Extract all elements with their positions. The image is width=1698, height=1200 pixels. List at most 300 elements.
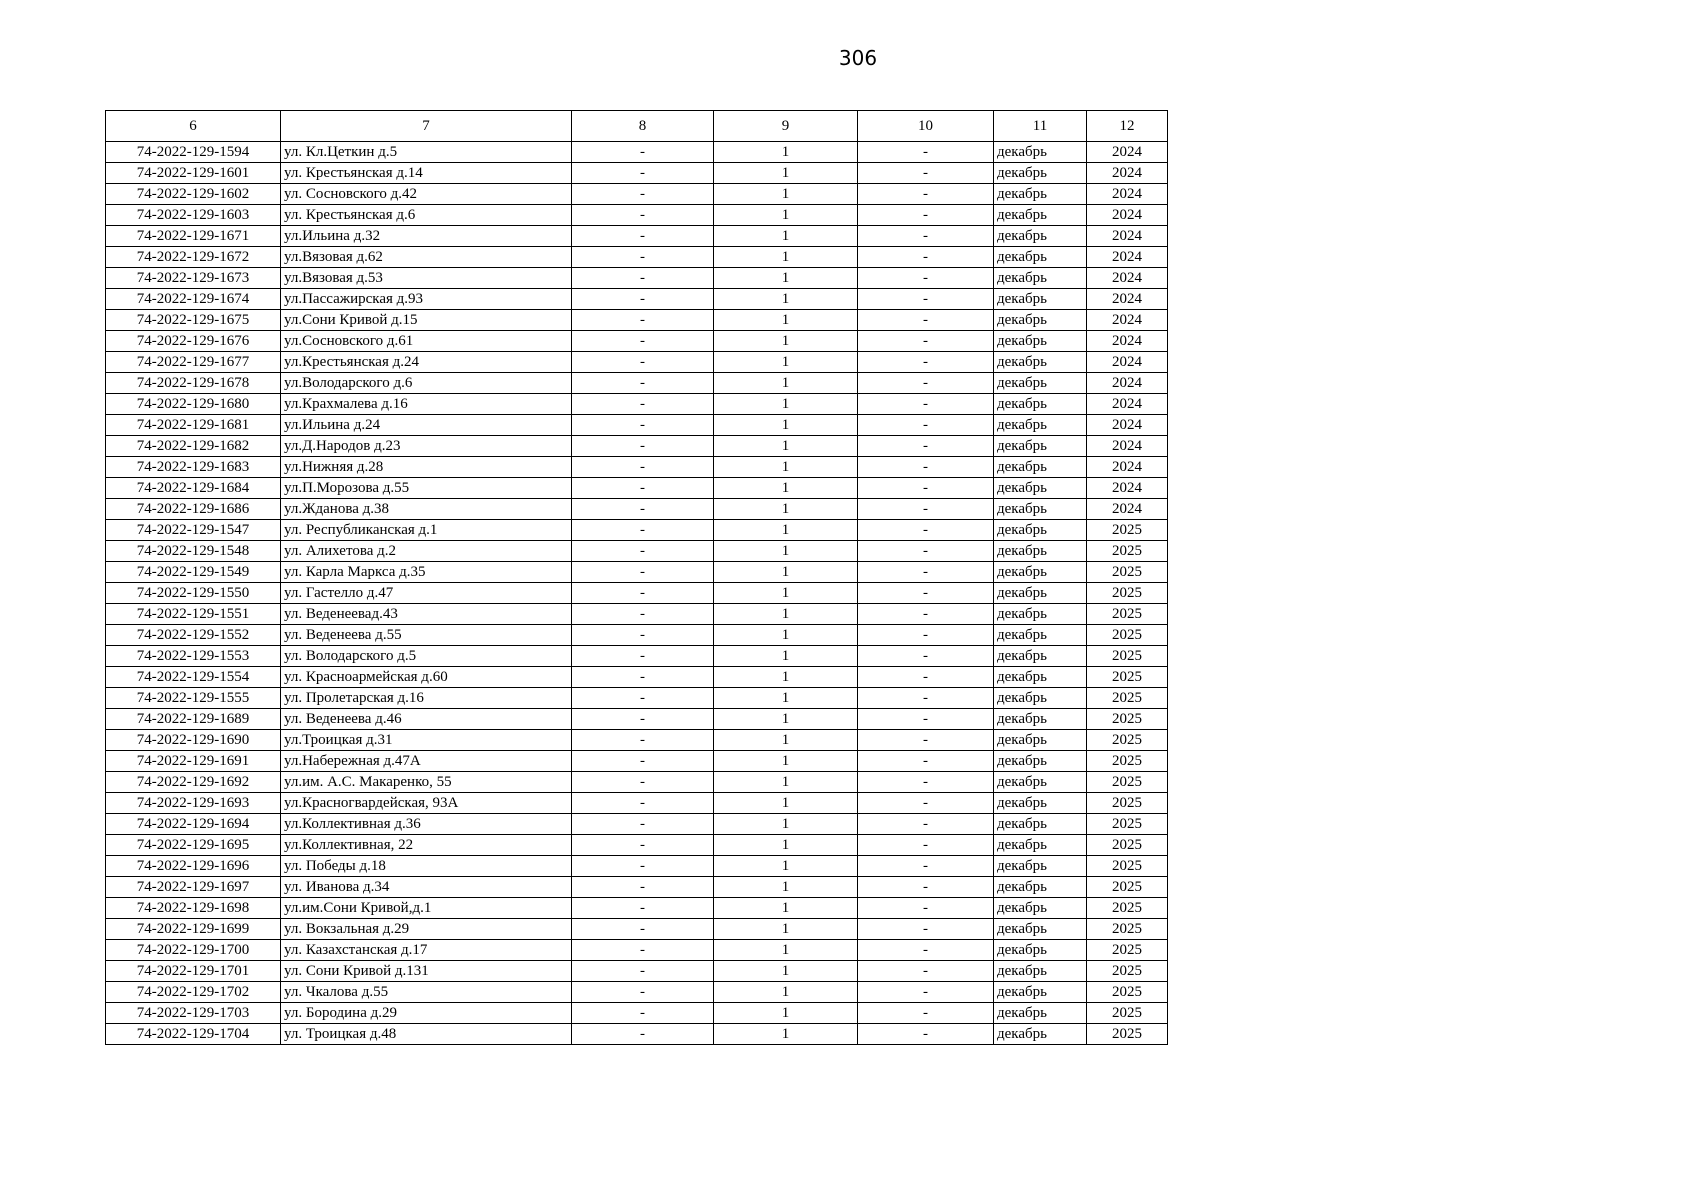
cell-address: ул. Алихетова д.2 bbox=[281, 541, 572, 562]
cell-address: ул. Кл.Цеткин д.5 bbox=[281, 142, 572, 163]
table-row bbox=[106, 772, 1168, 793]
cell-id: 74-2022-129-1673 bbox=[106, 268, 281, 289]
cell-address: ул. Веденеева д.46 bbox=[281, 709, 572, 730]
cell-month: декабрь bbox=[994, 1003, 1087, 1024]
cell-month: декабрь bbox=[994, 688, 1087, 709]
cell-col10: - bbox=[858, 1003, 994, 1024]
cell-col10: - bbox=[858, 793, 994, 814]
cell-col8: - bbox=[572, 184, 714, 205]
cell-month: декабрь bbox=[994, 205, 1087, 226]
cell-year: 2024 bbox=[1087, 352, 1168, 373]
cell-col9: 1 bbox=[714, 709, 858, 730]
cell-address: ул.им.Сони Кривой,д.1 bbox=[281, 898, 572, 919]
cell-id: 74-2022-129-1603 bbox=[106, 205, 281, 226]
cell-col8: - bbox=[572, 583, 714, 604]
cell-year: 2025 bbox=[1087, 856, 1168, 877]
cell-col10: - bbox=[858, 940, 994, 961]
cell-col8: - bbox=[572, 1024, 714, 1045]
cell-col9: 1 bbox=[714, 457, 858, 478]
cell-month: декабрь bbox=[994, 310, 1087, 331]
cell-month: декабрь bbox=[994, 562, 1087, 583]
cell-col9: 1 bbox=[714, 667, 858, 688]
cell-col9: 1 bbox=[714, 625, 858, 646]
table-row bbox=[106, 1003, 1168, 1024]
cell-address: ул. Пролетарская д.16 bbox=[281, 688, 572, 709]
table-row bbox=[106, 604, 1168, 625]
cell-id: 74-2022-129-1704 bbox=[106, 1024, 281, 1045]
cell-col10: - bbox=[858, 142, 994, 163]
cell-year: 2025 bbox=[1087, 562, 1168, 583]
cell-year: 2025 bbox=[1087, 898, 1168, 919]
cell-address: ул.Нижняя д.28 bbox=[281, 457, 572, 478]
cell-col8: - bbox=[572, 688, 714, 709]
cell-col10: - bbox=[858, 835, 994, 856]
cell-id: 74-2022-129-1699 bbox=[106, 919, 281, 940]
cell-month: декабрь bbox=[994, 709, 1087, 730]
cell-year: 2025 bbox=[1087, 982, 1168, 1003]
cell-address: ул.Д.Народов д.23 bbox=[281, 436, 572, 457]
table-row bbox=[106, 583, 1168, 604]
cell-address: ул.Коллективная д.36 bbox=[281, 814, 572, 835]
cell-col10: - bbox=[858, 289, 994, 310]
cell-col10: - bbox=[858, 772, 994, 793]
table-row bbox=[106, 268, 1168, 289]
table-row bbox=[106, 184, 1168, 205]
cell-col10: - bbox=[858, 373, 994, 394]
cell-year: 2025 bbox=[1087, 688, 1168, 709]
cell-year: 2024 bbox=[1087, 415, 1168, 436]
table-row bbox=[106, 814, 1168, 835]
cell-month: декабрь bbox=[994, 940, 1087, 961]
cell-year: 2024 bbox=[1087, 457, 1168, 478]
cell-year: 2025 bbox=[1087, 793, 1168, 814]
cell-month: декабрь bbox=[994, 604, 1087, 625]
cell-year: 2024 bbox=[1087, 268, 1168, 289]
cell-col8: - bbox=[572, 436, 714, 457]
cell-id: 74-2022-129-1675 bbox=[106, 310, 281, 331]
cell-id: 74-2022-129-1689 bbox=[106, 709, 281, 730]
cell-id: 74-2022-129-1682 bbox=[106, 436, 281, 457]
cell-id: 74-2022-129-1672 bbox=[106, 247, 281, 268]
cell-col8: - bbox=[572, 373, 714, 394]
cell-col8: - bbox=[572, 352, 714, 373]
cell-address: ул. Веденеевад.43 bbox=[281, 604, 572, 625]
cell-col10: - bbox=[858, 499, 994, 520]
cell-col8: - bbox=[572, 520, 714, 541]
cell-year: 2025 bbox=[1087, 646, 1168, 667]
table-row bbox=[106, 394, 1168, 415]
cell-col8: - bbox=[572, 415, 714, 436]
cell-address: ул. Крестьянская д.14 bbox=[281, 163, 572, 184]
cell-month: декабрь bbox=[994, 730, 1087, 751]
cell-year: 2025 bbox=[1087, 541, 1168, 562]
cell-col10: - bbox=[858, 604, 994, 625]
cell-address: ул.Вязовая д.62 bbox=[281, 247, 572, 268]
cell-col8: - bbox=[572, 646, 714, 667]
cell-id: 74-2022-129-1602 bbox=[106, 184, 281, 205]
cell-month: декабрь bbox=[994, 793, 1087, 814]
cell-year: 2025 bbox=[1087, 604, 1168, 625]
cell-id: 74-2022-129-1681 bbox=[106, 415, 281, 436]
table-row bbox=[106, 163, 1168, 184]
table-row bbox=[106, 961, 1168, 982]
cell-address: ул.Крахмалева д.16 bbox=[281, 394, 572, 415]
cell-col9: 1 bbox=[714, 1024, 858, 1045]
cell-month: декабрь bbox=[994, 919, 1087, 940]
table-row bbox=[106, 331, 1168, 352]
cell-col10: - bbox=[858, 919, 994, 940]
cell-col9: 1 bbox=[714, 646, 858, 667]
table-row bbox=[106, 457, 1168, 478]
cell-year: 2024 bbox=[1087, 142, 1168, 163]
cell-id: 74-2022-129-1677 bbox=[106, 352, 281, 373]
cell-address: ул.Володарского д.6 bbox=[281, 373, 572, 394]
cell-month: декабрь bbox=[994, 520, 1087, 541]
cell-col10: - bbox=[858, 352, 994, 373]
cell-id: 74-2022-129-1555 bbox=[106, 688, 281, 709]
cell-col10: - bbox=[858, 226, 994, 247]
cell-col10: - bbox=[858, 331, 994, 352]
cell-col9: 1 bbox=[714, 877, 858, 898]
cell-id: 74-2022-129-1692 bbox=[106, 772, 281, 793]
cell-col10: - bbox=[858, 856, 994, 877]
cell-col9: 1 bbox=[714, 793, 858, 814]
cell-month: декабрь bbox=[994, 373, 1087, 394]
cell-col9: 1 bbox=[714, 310, 858, 331]
cell-col8: - bbox=[572, 1003, 714, 1024]
cell-col8: - bbox=[572, 331, 714, 352]
data-table bbox=[105, 110, 1168, 1045]
table-row bbox=[106, 667, 1168, 688]
cell-address: ул.Ильина д.24 bbox=[281, 415, 572, 436]
cell-col9: 1 bbox=[714, 982, 858, 1003]
cell-col9: 1 bbox=[714, 814, 858, 835]
cell-year: 2024 bbox=[1087, 310, 1168, 331]
cell-id: 74-2022-129-1547 bbox=[106, 520, 281, 541]
cell-col9: 1 bbox=[714, 751, 858, 772]
cell-col9: 1 bbox=[714, 583, 858, 604]
cell-month: декабрь bbox=[994, 877, 1087, 898]
cell-col10: - bbox=[858, 646, 994, 667]
table-row bbox=[106, 205, 1168, 226]
table-row bbox=[106, 562, 1168, 583]
cell-col10: - bbox=[858, 730, 994, 751]
cell-address: ул. Иванова д.34 bbox=[281, 877, 572, 898]
cell-col8: - bbox=[572, 982, 714, 1003]
cell-col9: 1 bbox=[714, 772, 858, 793]
cell-col9: 1 bbox=[714, 1003, 858, 1024]
table-row bbox=[106, 520, 1168, 541]
cell-id: 74-2022-129-1684 bbox=[106, 478, 281, 499]
cell-col10: - bbox=[858, 814, 994, 835]
cell-address: ул. Чкалова д.55 bbox=[281, 982, 572, 1003]
cell-col8: - bbox=[572, 625, 714, 646]
cell-month: декабрь bbox=[994, 856, 1087, 877]
cell-col10: - bbox=[858, 247, 994, 268]
cell-col9: 1 bbox=[714, 688, 858, 709]
cell-col10: - bbox=[858, 205, 994, 226]
table-row bbox=[106, 982, 1168, 1003]
table-row bbox=[106, 625, 1168, 646]
table-row bbox=[106, 499, 1168, 520]
cell-id: 74-2022-129-1695 bbox=[106, 835, 281, 856]
table-row bbox=[106, 709, 1168, 730]
cell-month: декабрь bbox=[994, 961, 1087, 982]
cell-address: ул.Набережная д.47А bbox=[281, 751, 572, 772]
column-header: 6 bbox=[106, 111, 281, 142]
cell-year: 2025 bbox=[1087, 940, 1168, 961]
cell-month: декабрь bbox=[994, 835, 1087, 856]
cell-year: 2024 bbox=[1087, 289, 1168, 310]
cell-address: ул. Карла Маркса д.35 bbox=[281, 562, 572, 583]
cell-col10: - bbox=[858, 310, 994, 331]
cell-year: 2025 bbox=[1087, 625, 1168, 646]
cell-col9: 1 bbox=[714, 226, 858, 247]
cell-col10: - bbox=[858, 583, 994, 604]
cell-col9: 1 bbox=[714, 562, 858, 583]
table-row bbox=[106, 856, 1168, 877]
cell-month: декабрь bbox=[994, 1024, 1087, 1045]
cell-col9: 1 bbox=[714, 961, 858, 982]
table-row bbox=[106, 352, 1168, 373]
cell-col9: 1 bbox=[714, 142, 858, 163]
cell-col9: 1 bbox=[714, 835, 858, 856]
table-row bbox=[106, 793, 1168, 814]
cell-address: ул. Сосновского д.42 bbox=[281, 184, 572, 205]
cell-address: ул.Ильина д.32 bbox=[281, 226, 572, 247]
cell-id: 74-2022-129-1690 bbox=[106, 730, 281, 751]
cell-month: декабрь bbox=[994, 352, 1087, 373]
cell-col8: - bbox=[572, 247, 714, 268]
cell-month: декабрь bbox=[994, 184, 1087, 205]
column-header: 8 bbox=[572, 111, 714, 142]
cell-id: 74-2022-129-1594 bbox=[106, 142, 281, 163]
cell-address: ул.Вязовая д.53 bbox=[281, 268, 572, 289]
cell-address: ул. Республиканская д.1 bbox=[281, 520, 572, 541]
table-row bbox=[106, 1024, 1168, 1045]
cell-col8: - bbox=[572, 898, 714, 919]
cell-year: 2024 bbox=[1087, 478, 1168, 499]
cell-col8: - bbox=[572, 457, 714, 478]
cell-col10: - bbox=[858, 982, 994, 1003]
cell-col10: - bbox=[858, 184, 994, 205]
cell-month: декабрь bbox=[994, 982, 1087, 1003]
cell-col9: 1 bbox=[714, 415, 858, 436]
cell-year: 2025 bbox=[1087, 751, 1168, 772]
cell-id: 74-2022-129-1680 bbox=[106, 394, 281, 415]
table-row bbox=[106, 877, 1168, 898]
column-header: 11 bbox=[994, 111, 1087, 142]
cell-year: 2024 bbox=[1087, 226, 1168, 247]
cell-month: декабрь bbox=[994, 268, 1087, 289]
cell-col8: - bbox=[572, 310, 714, 331]
cell-col8: - bbox=[572, 751, 714, 772]
cell-col8: - bbox=[572, 814, 714, 835]
cell-month: декабрь bbox=[994, 226, 1087, 247]
cell-col9: 1 bbox=[714, 730, 858, 751]
table-row bbox=[106, 835, 1168, 856]
cell-month: декабрь bbox=[994, 247, 1087, 268]
table-row bbox=[106, 730, 1168, 751]
cell-col9: 1 bbox=[714, 268, 858, 289]
cell-address: ул. Троицкая д.48 bbox=[281, 1024, 572, 1045]
cell-id: 74-2022-129-1697 bbox=[106, 877, 281, 898]
cell-id: 74-2022-129-1683 bbox=[106, 457, 281, 478]
cell-col10: - bbox=[858, 457, 994, 478]
cell-col9: 1 bbox=[714, 331, 858, 352]
cell-year: 2025 bbox=[1087, 772, 1168, 793]
cell-col9: 1 bbox=[714, 499, 858, 520]
cell-id: 74-2022-129-1548 bbox=[106, 541, 281, 562]
cell-col9: 1 bbox=[714, 373, 858, 394]
cell-id: 74-2022-129-1674 bbox=[106, 289, 281, 310]
cell-year: 2024 bbox=[1087, 436, 1168, 457]
cell-address: ул. Володарского д.5 bbox=[281, 646, 572, 667]
cell-id: 74-2022-129-1676 bbox=[106, 331, 281, 352]
table-row bbox=[106, 142, 1168, 163]
cell-col10: - bbox=[858, 268, 994, 289]
cell-id: 74-2022-129-1701 bbox=[106, 961, 281, 982]
cell-address: ул.Красногвардейская, 93А bbox=[281, 793, 572, 814]
cell-col10: - bbox=[858, 688, 994, 709]
cell-col10: - bbox=[858, 751, 994, 772]
cell-month: декабрь bbox=[994, 667, 1087, 688]
cell-year: 2025 bbox=[1087, 961, 1168, 982]
cell-col8: - bbox=[572, 604, 714, 625]
cell-month: декабрь bbox=[994, 583, 1087, 604]
cell-year: 2024 bbox=[1087, 499, 1168, 520]
cell-month: декабрь bbox=[994, 331, 1087, 352]
cell-col10: - bbox=[858, 415, 994, 436]
cell-id: 74-2022-129-1550 bbox=[106, 583, 281, 604]
cell-col8: - bbox=[572, 142, 714, 163]
cell-id: 74-2022-129-1678 bbox=[106, 373, 281, 394]
cell-year: 2024 bbox=[1087, 331, 1168, 352]
cell-col8: - bbox=[572, 667, 714, 688]
cell-col8: - bbox=[572, 940, 714, 961]
cell-col10: - bbox=[858, 961, 994, 982]
cell-col10: - bbox=[858, 877, 994, 898]
cell-year: 2024 bbox=[1087, 184, 1168, 205]
cell-id: 74-2022-129-1549 bbox=[106, 562, 281, 583]
cell-address: ул. Красноармейская д.60 bbox=[281, 667, 572, 688]
cell-id: 74-2022-129-1686 bbox=[106, 499, 281, 520]
cell-col8: - bbox=[572, 856, 714, 877]
cell-col10: - bbox=[858, 436, 994, 457]
cell-col9: 1 bbox=[714, 919, 858, 940]
cell-id: 74-2022-129-1691 bbox=[106, 751, 281, 772]
table-row bbox=[106, 226, 1168, 247]
cell-col10: - bbox=[858, 562, 994, 583]
cell-month: декабрь bbox=[994, 478, 1087, 499]
cell-col10: - bbox=[858, 709, 994, 730]
cell-address: ул.Крестьянская д.24 bbox=[281, 352, 572, 373]
cell-address: ул.Коллективная, 22 bbox=[281, 835, 572, 856]
cell-col10: - bbox=[858, 478, 994, 499]
cell-year: 2025 bbox=[1087, 730, 1168, 751]
cell-month: декабрь bbox=[994, 541, 1087, 562]
cell-col8: - bbox=[572, 541, 714, 562]
cell-col8: - bbox=[572, 394, 714, 415]
cell-col8: - bbox=[572, 478, 714, 499]
cell-col8: - bbox=[572, 268, 714, 289]
column-header: 12 bbox=[1087, 111, 1168, 142]
cell-col9: 1 bbox=[714, 394, 858, 415]
cell-id: 74-2022-129-1553 bbox=[106, 646, 281, 667]
cell-col8: - bbox=[572, 226, 714, 247]
cell-col8: - bbox=[572, 793, 714, 814]
cell-year: 2025 bbox=[1087, 835, 1168, 856]
page-number: 306 bbox=[838, 46, 878, 70]
cell-col10: - bbox=[858, 163, 994, 184]
cell-col10: - bbox=[858, 625, 994, 646]
cell-id: 74-2022-129-1698 bbox=[106, 898, 281, 919]
cell-col8: - bbox=[572, 961, 714, 982]
cell-col9: 1 bbox=[714, 604, 858, 625]
cell-year: 2025 bbox=[1087, 919, 1168, 940]
cell-col9: 1 bbox=[714, 205, 858, 226]
cell-col8: - bbox=[572, 205, 714, 226]
table-row bbox=[106, 751, 1168, 772]
cell-col9: 1 bbox=[714, 478, 858, 499]
cell-col8: - bbox=[572, 499, 714, 520]
cell-month: декабрь bbox=[994, 289, 1087, 310]
cell-month: декабрь bbox=[994, 499, 1087, 520]
cell-col8: - bbox=[572, 877, 714, 898]
cell-month: декабрь bbox=[994, 646, 1087, 667]
cell-col10: - bbox=[858, 520, 994, 541]
cell-year: 2025 bbox=[1087, 583, 1168, 604]
cell-address: ул.Сосновского д.61 bbox=[281, 331, 572, 352]
cell-id: 74-2022-129-1554 bbox=[106, 667, 281, 688]
cell-col9: 1 bbox=[714, 184, 858, 205]
column-header: 10 bbox=[858, 111, 994, 142]
cell-col8: - bbox=[572, 919, 714, 940]
cell-id: 74-2022-129-1551 bbox=[106, 604, 281, 625]
cell-year: 2025 bbox=[1087, 520, 1168, 541]
table-row bbox=[106, 940, 1168, 961]
cell-col9: 1 bbox=[714, 541, 858, 562]
cell-col8: - bbox=[572, 289, 714, 310]
cell-col8: - bbox=[572, 730, 714, 751]
cell-month: декабрь bbox=[994, 898, 1087, 919]
table-row bbox=[106, 436, 1168, 457]
cell-col9: 1 bbox=[714, 289, 858, 310]
cell-address: ул. Вокзальная д.29 bbox=[281, 919, 572, 940]
cell-col9: 1 bbox=[714, 520, 858, 541]
table-row bbox=[106, 541, 1168, 562]
cell-address: ул.Жданова д.38 bbox=[281, 499, 572, 520]
column-header: 7 bbox=[281, 111, 572, 142]
cell-month: декабрь bbox=[994, 751, 1087, 772]
header-row bbox=[106, 111, 1168, 142]
table-row bbox=[106, 247, 1168, 268]
cell-col9: 1 bbox=[714, 898, 858, 919]
cell-year: 2024 bbox=[1087, 394, 1168, 415]
cell-id: 74-2022-129-1693 bbox=[106, 793, 281, 814]
cell-col9: 1 bbox=[714, 247, 858, 268]
cell-address: ул. Сони Кривой д.131 bbox=[281, 961, 572, 982]
cell-col9: 1 bbox=[714, 940, 858, 961]
cell-address: ул. Бородина д.29 bbox=[281, 1003, 572, 1024]
cell-year: 2025 bbox=[1087, 667, 1168, 688]
cell-col10: - bbox=[858, 541, 994, 562]
cell-month: декабрь bbox=[994, 394, 1087, 415]
cell-id: 74-2022-129-1696 bbox=[106, 856, 281, 877]
cell-id: 74-2022-129-1702 bbox=[106, 982, 281, 1003]
cell-id: 74-2022-129-1694 bbox=[106, 814, 281, 835]
cell-address: ул.П.Морозова д.55 bbox=[281, 478, 572, 499]
